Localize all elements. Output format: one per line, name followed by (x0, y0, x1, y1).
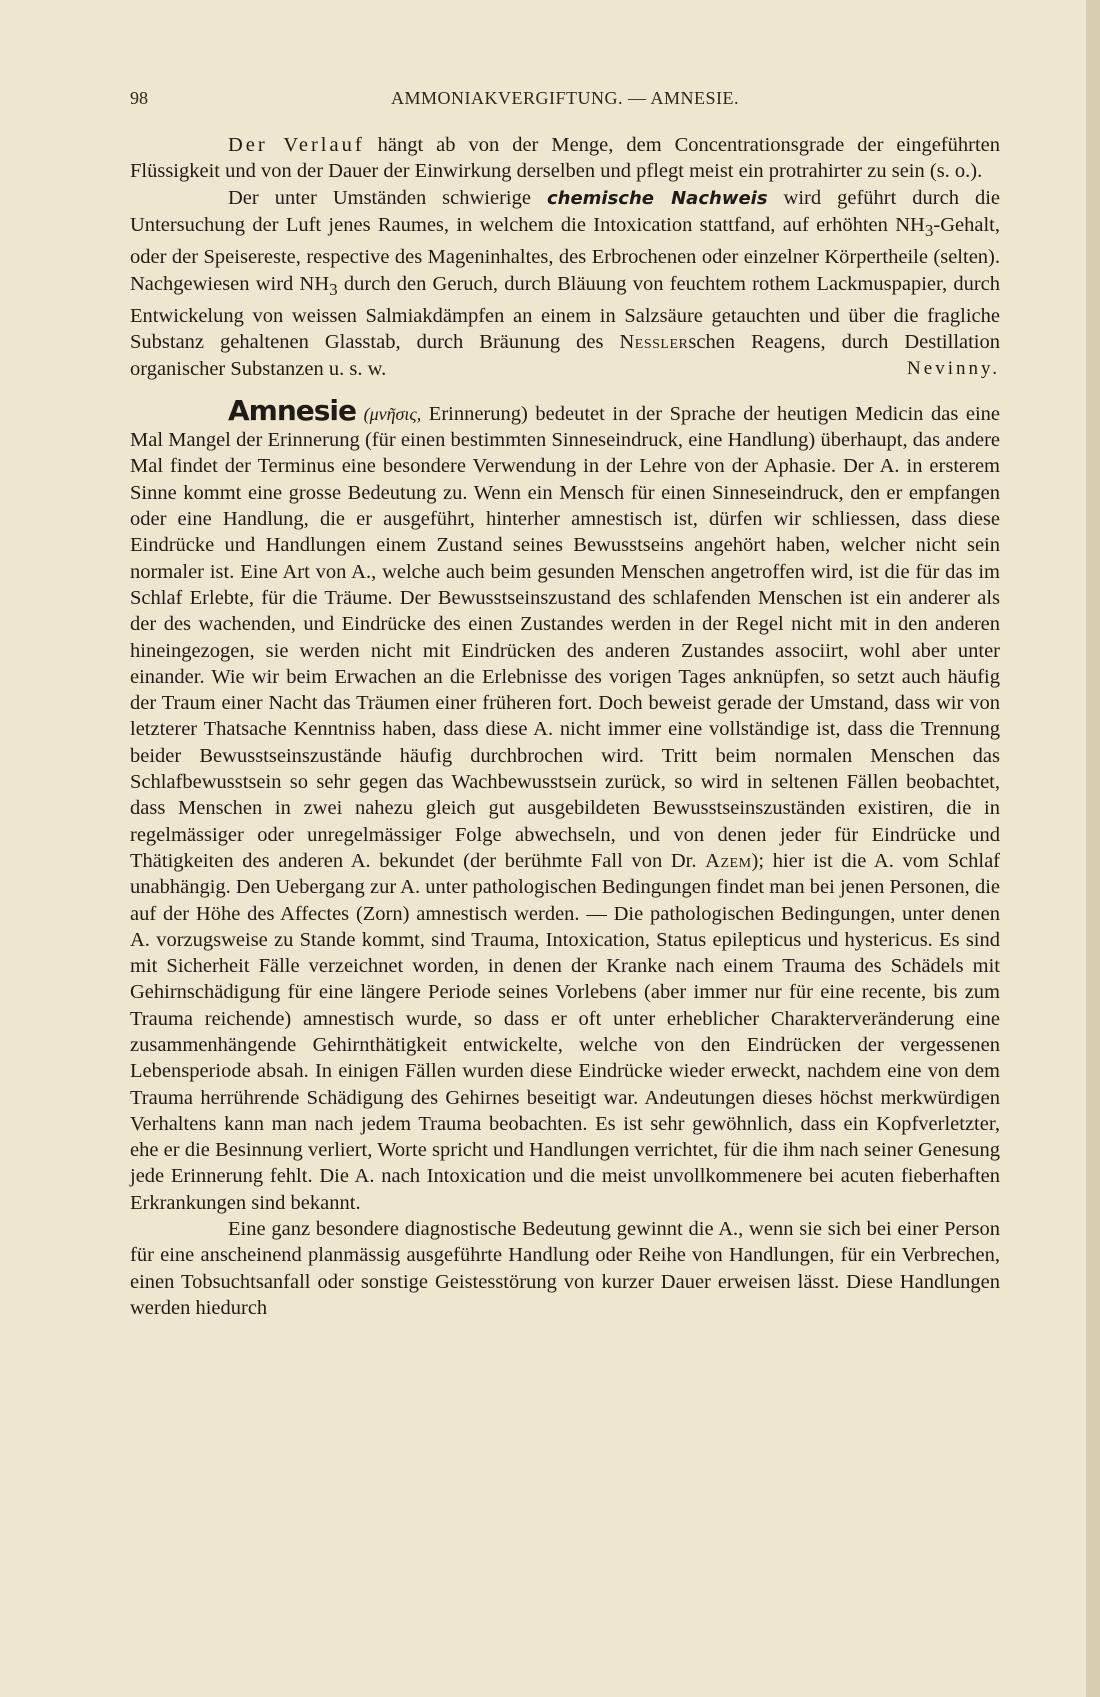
running-head: AMMONIAKVERGIFTUNG. — AMNESIE. (391, 88, 739, 108)
page-header (130, 88, 1000, 114)
page-number: 98 (130, 88, 148, 108)
keyword-chemische-nachweis: chemische Nachweis (546, 187, 768, 209)
paragraph-verlauf (130, 132, 1000, 185)
author-signature: Nevinny. (907, 357, 1000, 379)
paragraph-text: ); hier ist die A. vom Schlaf unabhängig. Den Uebergang zur A. unter pathologischen Bedingungen findet man bei jenen Personen, die auf der Höhe des Affectes (Zorn) amnestisch werden. — Die pathologischen Bedingungen, unter denen A. vorzugsweise zu Stande kommt, sind Trauma, Intoxication, Status epilepticus und hystericus. Es sind mit Sicherheit Fälle verzeichnet worden, in denen der Kranke nach einem Trauma des Schädels mit Gehirnschädigung für eine längere Periode seines Vorlebens (aber immer nur für eine recente, bis zum Trauma reichende) amnestisch wurde, so dass er oft unter erheblicher Charakterveränderung eine zusammenhängende Gehirnthätigkeit entwickelte, welche von den Eindrücken der vergessenen Lebensperiode absah. In einigen Fällen wurden diese Eindrücke wieder erweckt, nachdem eine von dem Trauma herrührende Schädigung des Gehirnes beseitigt war. Andeutungen dieses höchst merkwürdigen Verhaltens kann man nach jedem Trauma beobachten. Es ist sehr gewöhnlich, dass ein Kopfverletzter, ehe er die Besinnung verliert, Worte spricht und Handlungen verrichtet, für die ihm nach seiner Genesung jede Erinnerung fehlt. Die A. nach Intoxication und die meist unvollkommenere bei acuten fieberhaften Erkrankungen sind bekannt. (130, 849, 1000, 1214)
paragraph-nachweis (130, 185, 1000, 382)
entry-heading: Amnesie (228, 393, 357, 427)
paragraph-text: schen Reagens, durch Destillation organischer Substanzen u. s. w. (130, 331, 1001, 380)
subscript: 3 (329, 279, 338, 299)
greek-etymology: (μνῆσις, (363, 403, 422, 424)
paragraph-text: -Gehalt, oder der Speisereste, respective des Mageninhaltes, des Erbrochenen oder einzelner Körpertheile (selten). Nachgewiesen wird NH (130, 213, 1000, 295)
paragraph-text: Erinnerung) bedeutet in der Sprache der heutigen Medicin das eine Mal Mangel der Erinnerung (für einen bestimmten Sinneseindruck, eine Handlung) überhaupt, das andere Mal findet der Terminus eine besondere Verwendung in der Lehre von der Aphasie. Der A. in ersterem Sinne kommt eine grosse Bedeutung zu. Wenn ein Mensch für einen Sinneseindruck, den er empfangen oder eine Handlung, die er ausgeführt, hinterher amnestisch ist, dürfen wir schliessen, dass diese Eindrücke und Handlungen einem Zustand seines Bewusstseins angehört haben, welcher nicht sein normaler ist. Eine Art von A., welche auch beim gesunden Menschen angetroffen wird, ist die für das im Schlaf Erlebte, für die Träume. Der Bewusstseinszustand des schlafenden Menschen ist ein anderer als der des wachenden, und Eindrücke des einen Zustandes werden in der Regel nicht mit in den anderen hineingezogen, sie werden nicht mit Eindrücken des anderen Zustandes associirt, wohl aber unter einander. Wie wir beim Erwachen an die Erlebnisse des vorigen Tages anknüpfen, so setzt auch häufig der Traum einer Nacht das Träumen einer früheren fort. Doch beweist gerade der Umstand, dass wir von letzterer Thatsache Kenntniss haben, dass diese A. nicht immer eine vollständige ist, dass die Trennung beider Bewusstseinszustände häufig durchbrochen wird. Tritt beim normalen Menschen das Schlafbewusstsein so sehr gegen das Wachbewusstsein zurück, so wird in seltenen Fällen beobachtet, dass Menschen in zwei nahezu gleich gut ausgebildeten Bewusstseinszuständen existiren, die in regelmässiger oder unregelmässiger Folge abwechseln, und von denen jeder für Eindrücke und Thätigkeiten des anderen A. bekundet (der berühmte Fall von Dr. (130, 402, 1000, 872)
name-azem: Azem (705, 849, 752, 872)
name-nessler: Nessler (619, 331, 689, 354)
paragraph-diagnostik (130, 1216, 1000, 1321)
paragraph-text: wird geführt durch die Untersuchung der Luft jenes Raumes, in welchem die Intoxication stattfand, auf erhöhten NH (130, 186, 1000, 236)
main-text (130, 132, 1000, 1321)
subscript: 3 (924, 220, 934, 240)
paragraph-text: hängt ab von der Menge, dem Concentrationsgrade der eingeführten Flüssigkeit und von der Dauer der Einwirkung derselben und pflegt meist ein protrahirter zu sein (s. o.). (130, 134, 1000, 183)
paragraph-text: Der unter Umständen schwierige (228, 186, 547, 209)
paragraph-amnesie (130, 393, 1000, 1216)
paragraph-text: Eine ganz besondere diagnostische Bedeutung gewinnt die A., wenn sie sich bei einer Person für eine anscheinend planmässig ausgeführte Handlung oder Reihe von Handlungen, für ein Verbrechen, einen Tobsuchtsanfall oder sonstige Geistesstörung von kurzer Dauer erweisen lässt. Diese Handlungen werden hiedurch (130, 1218, 1000, 1319)
spaced-term: Der Verlauf (228, 134, 365, 156)
paragraph-text: durch den Geruch, durch Bläuung von feuchtem rothem Lackmuspapier, durch Entwickelung von weissen Salmiakdämpfen an einem in Salzsäure getauchten und über die fragliche Substanz gehaltenen Glasstab, durch Bräunung des (130, 272, 1000, 354)
